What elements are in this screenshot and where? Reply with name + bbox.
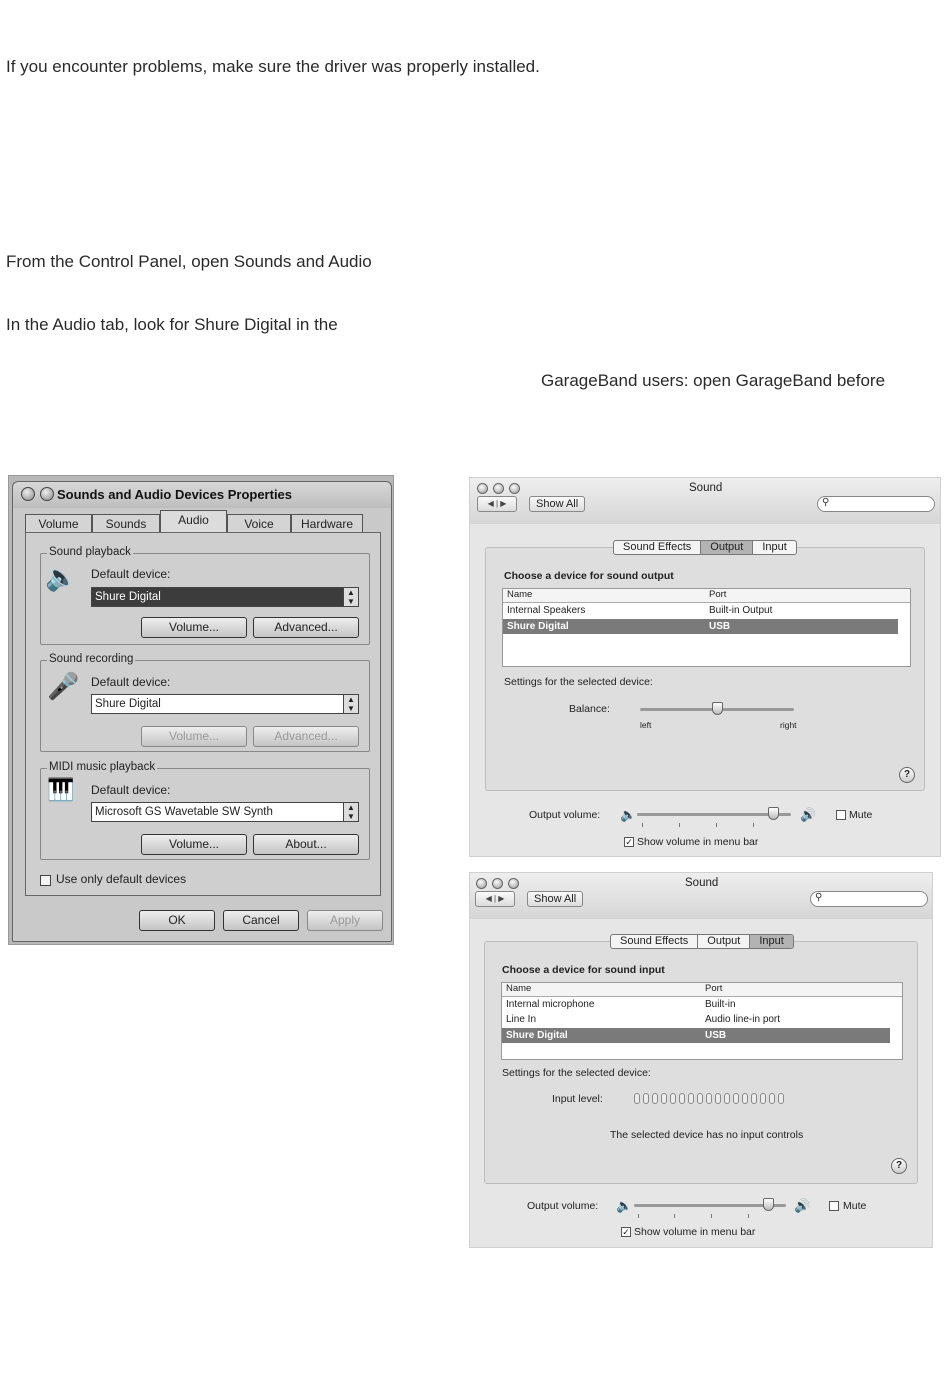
minimize-window-icon[interactable] [493, 483, 504, 494]
back-forward-icon[interactable]: ◀ | ▶ [475, 891, 515, 907]
zoom-window-icon[interactable] [508, 878, 519, 889]
input-pane [484, 935, 918, 1184]
input-level-label: Input level: [552, 1093, 603, 1105]
mute-label: Mute [849, 809, 873, 821]
table-row[interactable] [502, 1012, 890, 1027]
output-volume-knob[interactable] [763, 1198, 774, 1211]
speaker-low-icon: 🔈 [620, 807, 637, 822]
tab-input[interactable]: Input [750, 935, 792, 948]
dialog-title: Sounds and Audio Devices Properties [57, 487, 293, 502]
balance-right-label: right [780, 720, 797, 730]
instruction-text-3: In the Audio tab, look for Shure Digital in the [6, 315, 338, 334]
dialog-frame [12, 481, 392, 942]
audio-tab-panel [25, 532, 381, 896]
speaker-low-icon: 🔈 [616, 1198, 633, 1213]
output-device-table [502, 588, 911, 667]
instruction-text-1: If you encounter problems, make sure the driver was properly installed. [6, 57, 540, 76]
table-row[interactable] [502, 997, 890, 1012]
row-port: Built-in Output [709, 605, 773, 616]
minimize-window-icon[interactable] [492, 878, 503, 889]
row-port: Audio line-in port [705, 1014, 781, 1025]
show-volume-label: Show volume in menu bar [637, 836, 759, 848]
row-name: Internal Speakers [507, 605, 586, 616]
recording-device-value: Shure Digital [95, 698, 161, 710]
output-heading: Choose a device for sound output [504, 570, 674, 582]
row-port: Built-in [705, 999, 736, 1010]
output-pane [485, 541, 925, 791]
input-level-meter [634, 1093, 784, 1104]
tab-output[interactable]: Output [701, 541, 753, 554]
cancel-button[interactable]: Cancel [223, 910, 299, 931]
sound-tabs [610, 934, 794, 949]
input-heading: Choose a device for sound input [502, 964, 665, 976]
playback-device-value: Shure Digital [95, 591, 161, 603]
sound-recording-group [40, 653, 370, 752]
dialog-titlebar [13, 482, 391, 508]
search-input[interactable] [810, 891, 928, 907]
window-title: Sound [689, 482, 723, 494]
tab-audio[interactable]: Audio [160, 510, 227, 533]
tab-output[interactable]: Output [698, 935, 750, 948]
input-device-table [501, 982, 903, 1060]
tab-sound-effects[interactable]: Sound Effects [611, 935, 698, 948]
microphone-icon: 🎤 [47, 671, 80, 701]
table-header [503, 589, 910, 603]
row-port: USB [705, 1030, 727, 1041]
dropdown-arrow-icon[interactable]: ▲ ▼ [343, 694, 359, 714]
use-default-checkbox[interactable] [40, 875, 51, 886]
speaker-high-icon: 🔊 [800, 807, 817, 822]
column-name: Name [507, 589, 533, 600]
playback-default-label: Default device: [91, 567, 171, 581]
table-row-selected[interactable] [502, 1028, 890, 1043]
midi-default-label: Default device: [91, 783, 171, 797]
help-icon[interactable]: ? [899, 767, 915, 783]
dropdown-arrow-icon[interactable]: ▲ ▼ [343, 587, 359, 607]
tab-volume[interactable]: Volume [25, 514, 92, 532]
settings-label: Settings for the selected device: [502, 1067, 651, 1079]
playback-advanced-button[interactable]: Advanced... [253, 617, 359, 638]
show-all-button[interactable]: Show All [529, 496, 585, 512]
use-default-label: Use only default devices [56, 872, 187, 886]
sound-recording-label: Sound recording [49, 653, 134, 665]
apply-button[interactable]: Apply [307, 910, 383, 931]
close-title-icon[interactable] [40, 487, 54, 501]
search-icon: ⚲ [815, 892, 823, 903]
playback-volume-button[interactable]: Volume... [141, 617, 247, 638]
sound-playback-group [40, 546, 370, 645]
search-icon: ⚲ [822, 497, 830, 508]
mute-checkbox[interactable] [836, 810, 846, 820]
row-port: USB [709, 621, 731, 632]
recording-default-label: Default device: [91, 675, 171, 689]
windows-sounds-dialog [8, 475, 394, 945]
table-row-selected[interactable] [503, 619, 898, 634]
speaker-icon: 🔈 [45, 562, 78, 592]
no-input-controls-text: The selected device has no input controls [610, 1129, 804, 1141]
mac-toolbar [470, 478, 940, 524]
column-name: Name [506, 983, 532, 994]
table-header [502, 983, 902, 997]
playback-device-select[interactable] [91, 587, 359, 607]
recording-volume-button[interactable]: Volume... [141, 726, 247, 747]
zoom-window-icon[interactable] [509, 483, 520, 494]
row-name: Internal microphone [506, 999, 595, 1010]
output-volume-knob[interactable] [768, 807, 779, 820]
search-input[interactable] [817, 496, 935, 512]
tab-voice[interactable]: Voice [227, 514, 291, 532]
show-volume-checkbox[interactable]: ✓ [625, 837, 633, 847]
row-name: Shure Digital [507, 621, 569, 632]
tab-sound-effects[interactable]: Sound Effects [614, 541, 701, 554]
instruction-text-4: GarageBand users: open GarageBand before [541, 371, 886, 390]
output-volume-label: Output volume: [527, 1200, 599, 1212]
tab-hardware[interactable]: Hardware [291, 514, 363, 532]
mute-label: Mute [843, 1200, 867, 1212]
output-volume-label: Output volume: [529, 809, 601, 821]
show-all-button[interactable]: Show All [527, 891, 583, 907]
midi-volume-button[interactable]: Volume... [141, 834, 247, 855]
recording-device-select[interactable] [91, 694, 359, 714]
tab-sounds[interactable]: Sounds [92, 514, 160, 532]
tab-input[interactable]: Input [762, 541, 787, 553]
sound-tabs [613, 540, 797, 555]
sound-playback-label: Sound playback [49, 546, 131, 558]
table-row[interactable] [503, 603, 898, 618]
midi-playback-group [40, 761, 370, 860]
speaker-high-icon: 🔊 [794, 1198, 811, 1213]
recording-advanced-button[interactable]: Advanced... [253, 726, 359, 747]
column-port: Port [705, 983, 723, 994]
balance-knob[interactable] [712, 702, 723, 715]
mac-toolbar [470, 873, 932, 919]
mac-sound-output-window [469, 477, 941, 857]
window-title: Sound [685, 877, 719, 889]
instruction-text-2: From the Control Panel, open Sounds and Audio [6, 252, 372, 271]
ok-button[interactable]: OK [139, 910, 215, 931]
help-icon[interactable]: ? [891, 1158, 907, 1174]
midi-playback-label: MIDI music playback [49, 761, 156, 773]
midi-keyboard-icon: 🎹 [47, 777, 75, 802]
balance-left-label: left [640, 720, 652, 730]
back-forward-icon[interactable]: ◀ | ▶ [477, 496, 517, 512]
show-volume-label: Show volume in menu bar [634, 1226, 756, 1238]
row-name: Line In [506, 1014, 537, 1025]
show-volume-checkbox[interactable]: ✓ [622, 1227, 630, 1237]
midi-about-button[interactable]: About... [253, 834, 359, 855]
help-title-icon[interactable] [21, 487, 35, 501]
midi-device-select[interactable] [91, 802, 359, 822]
close-window-icon[interactable] [477, 483, 488, 494]
midi-device-value: Microsoft GS Wavetable SW Synth [95, 806, 273, 818]
dropdown-arrow-icon[interactable]: ▲ ▼ [343, 802, 359, 822]
row-name: Shure Digital [506, 1030, 568, 1041]
mute-checkbox[interactable] [829, 1201, 839, 1211]
mac-sound-input-window [469, 872, 933, 1248]
balance-label: Balance: [569, 703, 610, 715]
settings-label: Settings for the selected device: [504, 676, 653, 688]
close-window-icon[interactable] [476, 878, 487, 889]
column-port: Port [709, 589, 727, 600]
